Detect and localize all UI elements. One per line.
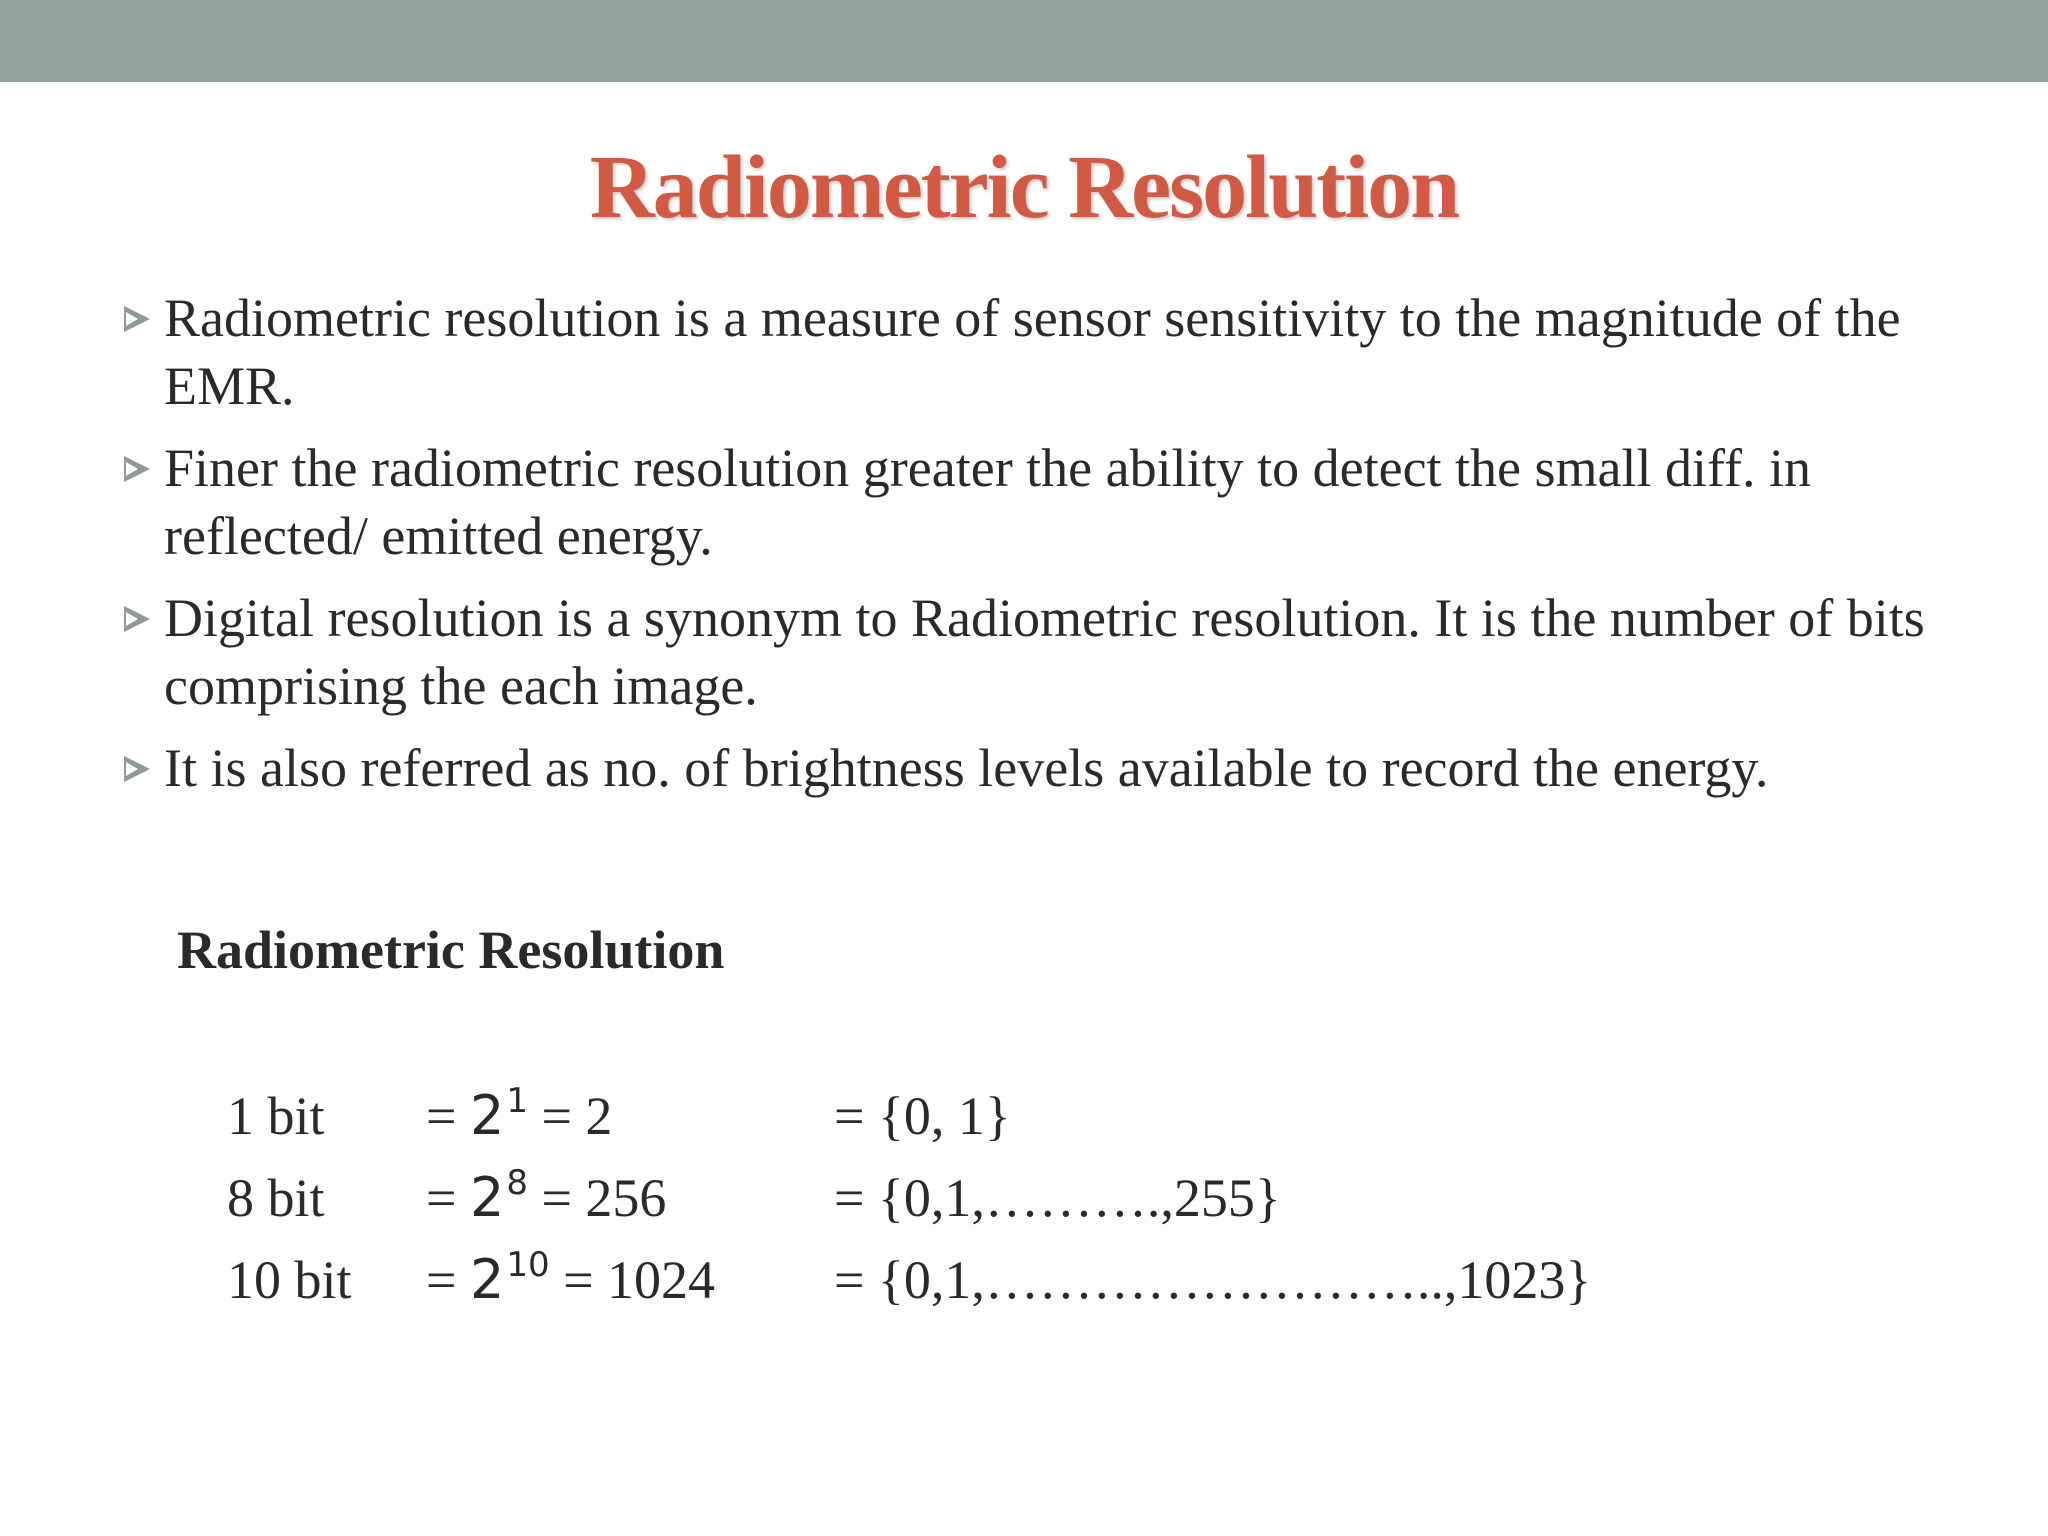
- level-count: = 2: [527, 1086, 613, 1146]
- slide-title: Radiometric Resolution: [589, 138, 1459, 237]
- table-row: [0, 1080, 2048, 1152]
- level-set: = {0,1,……………………..,1023}: [834, 1250, 1592, 1310]
- bullet-item: [124, 734, 1984, 802]
- arrow-bullet-icon: [124, 456, 150, 482]
- bit-depth-label: 10 bit: [227, 1250, 352, 1310]
- bullet-text: It is also referred as no. of brightness levels available to record the energy.: [164, 738, 1769, 798]
- power-base: 2: [469, 1166, 505, 1229]
- power-exponent: 1: [506, 1081, 528, 1121]
- level-count: = 1024: [549, 1250, 716, 1310]
- bullet-list: [124, 284, 1984, 816]
- table-row: [0, 1162, 2048, 1234]
- power-base: 2: [469, 1084, 505, 1147]
- power-exponent: 8: [506, 1163, 528, 1203]
- arrow-bullet-icon: [124, 606, 150, 632]
- table-heading: Radiometric Resolution: [177, 920, 725, 980]
- level-set: = {0,1,……….,255}: [834, 1168, 1281, 1228]
- power-base: 2: [469, 1248, 505, 1311]
- power-expression: = $2^8 = 256$: [426, 1163, 667, 1229]
- arrow-bullet-icon: [124, 756, 150, 782]
- top-accent-bar: [0, 0, 2048, 82]
- bit-depth-table: [0, 1080, 2048, 1340]
- bullet-item: [124, 284, 1984, 420]
- power-expression: = $2^{10} = 1024$: [426, 1245, 716, 1311]
- bullet-text: Radiometric resolution is a measure of sensor sensitivity to the magnitude of the EMR.: [164, 288, 1901, 416]
- level-set: = {0, 1}: [834, 1086, 1011, 1146]
- power-exponent: 10: [506, 1245, 550, 1285]
- power-expression: = $2^1 = 2$: [426, 1081, 613, 1147]
- bullet-text: Digital resolution is a synonym to Radiometric resolution. It is the number of bits comprising the each image.: [164, 588, 1925, 716]
- bullet-item: [124, 434, 1984, 570]
- level-count: = 256: [527, 1168, 667, 1228]
- bullet-item: [124, 584, 1984, 720]
- bit-depth-label: 1 bit: [227, 1086, 325, 1146]
- bit-depth-label: 8 bit: [227, 1168, 325, 1228]
- arrow-bullet-icon: [124, 306, 150, 332]
- table-row: [0, 1244, 2048, 1316]
- bullet-text: Finer the radiometric resolution greater the ability to detect the small diff. in reflected/ emitted energy.: [164, 438, 1811, 566]
